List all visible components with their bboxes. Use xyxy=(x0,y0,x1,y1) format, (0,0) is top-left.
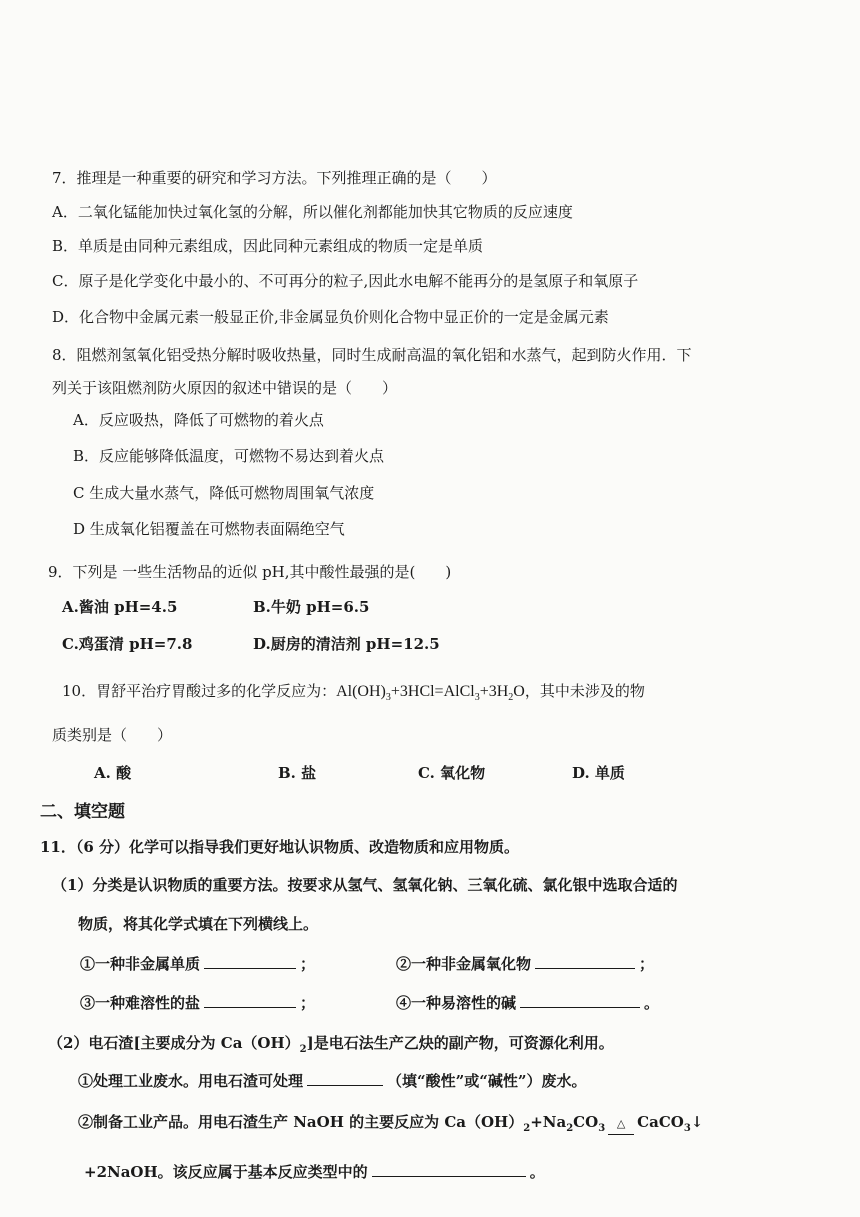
q9-stem: 9．下列是 一些生活物品的近似 pH,其中酸性最强的是( ) xyxy=(48,563,452,581)
q11-item3 xyxy=(80,993,315,1013)
sub: 2 xyxy=(523,1123,531,1134)
part2-item3-end: 。 xyxy=(529,1163,545,1181)
item3-label: ③一种难溶性的盐 xyxy=(80,994,201,1012)
q11-stem: 11．（6 分）化学可以指导我们更好地认识物质、改造物质和应用物质。 xyxy=(40,838,520,856)
eq-part: +3H xyxy=(479,683,509,700)
section-heading: 二、填空题 xyxy=(40,802,125,822)
q10-stem-line2: 质类别是（ ） xyxy=(52,726,173,744)
q11-item2 xyxy=(396,954,654,974)
item2-end: ； xyxy=(639,955,655,973)
q8-option-a: A．反应吸热，降低了可燃物的着火点 xyxy=(73,411,324,429)
part2-item2-pre: ②制备工业产品。用电石渣生产 NaOH 的主要反应为 Ca（OH） xyxy=(78,1113,524,1131)
eq-sub: 3 xyxy=(385,692,391,704)
q8-option-d: D 生成氧化铝覆盖在可燃物表面隔绝空气 xyxy=(73,520,345,538)
q9-option-b: B.牛奶 pH=6.5 xyxy=(253,598,370,616)
item4-label: ④一种易溶性的碱 xyxy=(396,994,517,1012)
q9-option-c: C.鸡蛋清 pH=7.8 xyxy=(62,635,193,653)
part2-item3-blank[interactable] xyxy=(372,1162,526,1177)
q11-part2-item2 xyxy=(78,1112,703,1135)
q8-option-b: B．反应能够降低温度，可燃物不易达到着火点 xyxy=(73,447,385,465)
item1-label: ①一种非金属单质 xyxy=(80,955,201,973)
q11-part2-item1 xyxy=(78,1071,587,1091)
eq-part: Al(OH) xyxy=(336,683,386,700)
part2-item3-pre: +2NaOH。该反应属于基本反应类型中的 xyxy=(84,1163,368,1181)
sub: 2 xyxy=(566,1123,574,1134)
q9-option-d: D.厨房的清洁剂 pH=12.5 xyxy=(253,635,440,653)
item1-end: ； xyxy=(300,955,316,973)
q8-stem-line2: 列关于该阻燃剂防火原因的叙述中错误的是（ ） xyxy=(52,379,398,397)
eq-sub: 3 xyxy=(474,692,480,704)
q7-option-a: A．二氧化锰能加快过氧化氢的分解，所以催化剂都能加快其它物质的反应速度 xyxy=(52,203,573,221)
part2-item1-blank[interactable] xyxy=(307,1071,383,1086)
item2-blank[interactable] xyxy=(535,954,635,969)
item4-end: 。 xyxy=(644,994,660,1012)
part: CO xyxy=(573,1113,599,1131)
q7-option-c: C．原子是化学变化中最小的、不可再分的粒子,因此水电解不能再分的是氢原子和氧原子 xyxy=(52,272,639,290)
eq-part: O xyxy=(513,683,525,700)
item3-blank[interactable] xyxy=(204,993,296,1008)
sub: 3 xyxy=(683,1123,691,1134)
q7-option-b: B．单质是由同种元素组成，因此同种元素组成的物质一定是单质 xyxy=(52,237,484,255)
q11-part1-line2: 物质，将其化学式填在下列横线上。 xyxy=(78,915,319,933)
part2-post: ]是电石法生产乙炔的副产物，可资源化利用。 xyxy=(306,1034,614,1052)
part2-sub: 2 xyxy=(299,1044,307,1055)
q11-part2 xyxy=(48,1033,614,1053)
item4-blank[interactable] xyxy=(520,993,640,1008)
q9-option-a: A.酱油 pH=4.5 xyxy=(62,598,178,616)
q10-option-b: B. 盐 xyxy=(278,764,317,782)
item2-label: ②一种非金属氧化物 xyxy=(396,955,532,973)
part2-item1-pre: ①处理工业废水。用电石渣可处理 xyxy=(78,1072,304,1090)
q10-option-c: C. 氧化物 xyxy=(418,764,486,782)
sub: 3 xyxy=(598,1123,606,1134)
q8-stem-line1: 8．阻燃剂氢氧化铝受热分解时吸收热量，同时生成耐高温的氧化铝和水蒸气，起到防火作用．下 xyxy=(52,346,692,364)
part2-item1-post: （填“酸性”或“碱性”）废水。 xyxy=(387,1072,587,1090)
q8-option-c: C 生成大量水蒸气，降低可燃物周围氧气浓度 xyxy=(73,484,375,502)
q10-stem-line1 xyxy=(62,681,645,702)
reaction-condition: △ xyxy=(608,1114,634,1135)
q11-item4 xyxy=(396,993,659,1013)
q10-option-a: A. 酸 xyxy=(94,764,132,782)
q10-equation xyxy=(336,683,525,704)
q10-stem-pre: 10．胃舒平治疗胃酸过多的化学反应为： xyxy=(62,682,337,700)
q11-part1-line1: （1）分类是认识物质的重要方法。按要求从氢气、氢氧化钠、三氧化硫、氯化银中选取合适的 xyxy=(52,876,678,894)
eq-sub: 2 xyxy=(508,692,514,704)
q7-option-d: D．化合物中金属元素一般显正价,非金属显负价则化合物中显正价的一定是金属元素 xyxy=(52,308,609,326)
q11-part2-item3 xyxy=(84,1162,545,1182)
part2-pre: （2）电石渣[主要成分为 Ca（OH） xyxy=(48,1034,300,1052)
eq-part: +3HCl=AlCl xyxy=(390,683,475,700)
part: CaCO xyxy=(637,1113,684,1131)
item1-blank[interactable] xyxy=(204,954,296,969)
q10-option-d: D. 单质 xyxy=(572,764,625,782)
precipitate-arrow: ↓ xyxy=(690,1113,704,1131)
q10-stem-post: ，其中未涉及的物 xyxy=(524,682,645,700)
q7-stem: 7．推理是一种重要的研究和学习方法。下列推理正确的是（ ） xyxy=(52,169,497,187)
q11-item1 xyxy=(80,954,315,974)
item3-end: ； xyxy=(300,994,316,1012)
part: +Na xyxy=(530,1113,567,1131)
